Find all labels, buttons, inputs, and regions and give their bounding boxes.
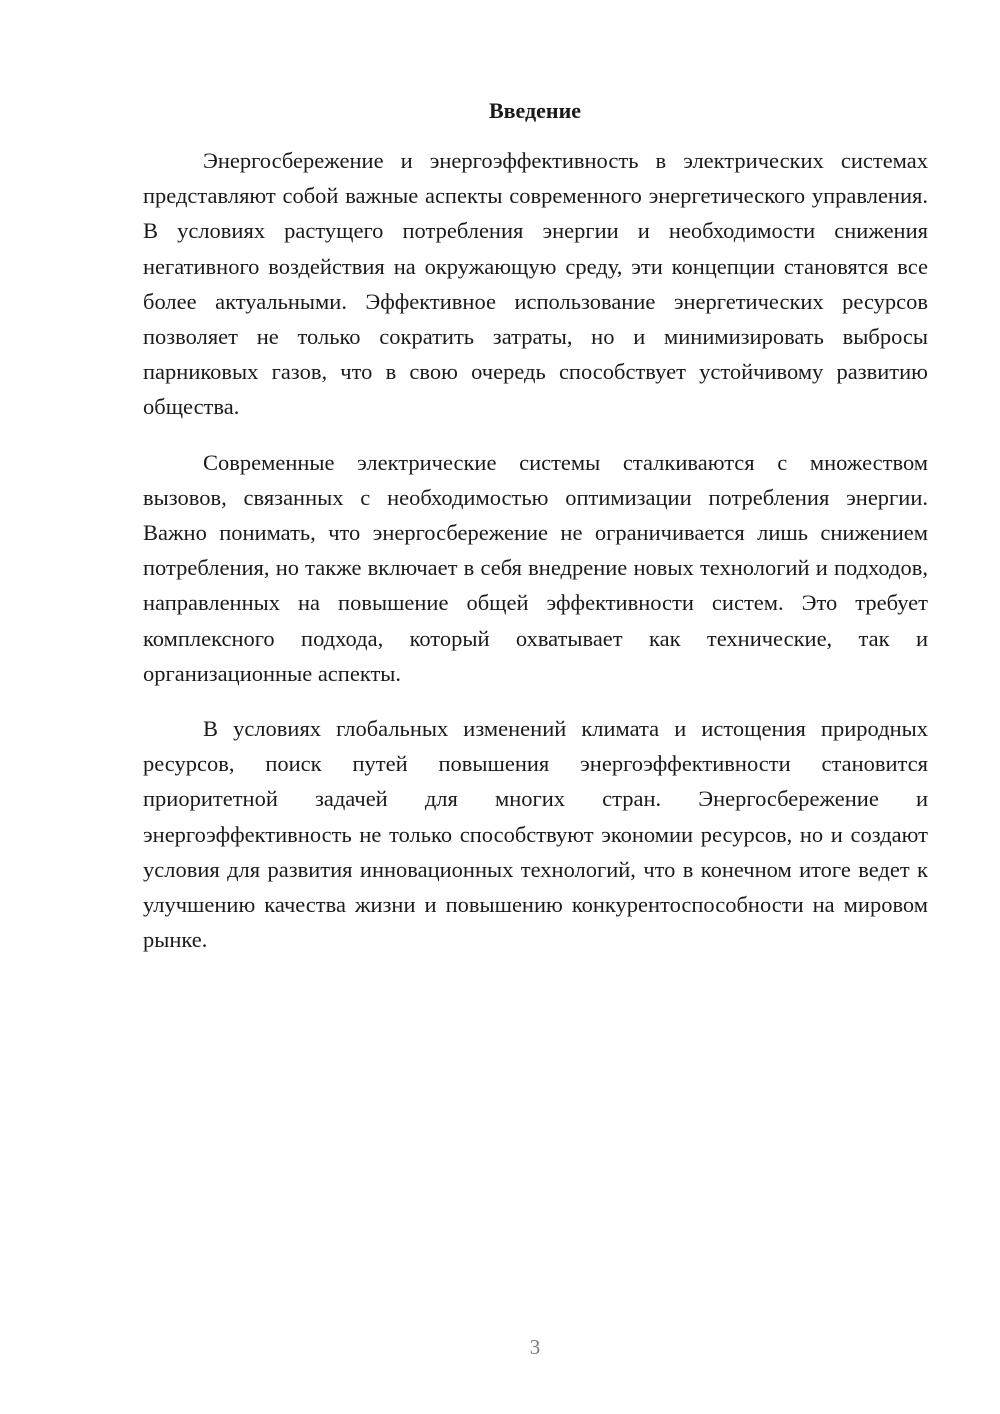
body-text [143, 143, 928, 977]
paragraph-3: В условиях глобальных изменений климата и истощения природных ресурсов, поиск путей повышения энергоэффективности становится приоритетной задачей для многих стран. Энергосбережение и энергоэффективность не только способствуют экономии ресурсов, но и создают условия для развития инновационных технологий, что в конечном итоге ведет к улучшению качества жизни и повышению конкурентоспособности на мировом рынке. [143, 716, 928, 953]
section-heading: Введение [488, 98, 582, 123]
paragraph-1: Энергосбережение и энергоэффективность в электрических системах представляют собой важные аспекты современного энергетического управления. В условиях растущего потребления энергии и необходимости снижения негативного воздействия на окружающую среду, эти концепции становятся все более актуальными. Эффективное использование энергетических ресурсов позволяет не только сократить затраты, но и минимизировать выбросы парниковых газов, что в свою очередь способствует устойчивому развитию общества. [143, 148, 928, 420]
page-number: 3 [529, 1335, 541, 1359]
paragraph-2: Современные электрические системы сталкиваются с множеством вызовов, связанных с необходимостью оптимизации потребления энергии. Важно понимать, что энергосбережение не ограничивается лишь снижением потребления, но также включает в себя внедрение новых технологий и подходов, направленных на повышение общей эффективности систем. Это требует комплексного подхода, который охватывает как технические, так и организационные аспекты. [143, 449, 928, 686]
